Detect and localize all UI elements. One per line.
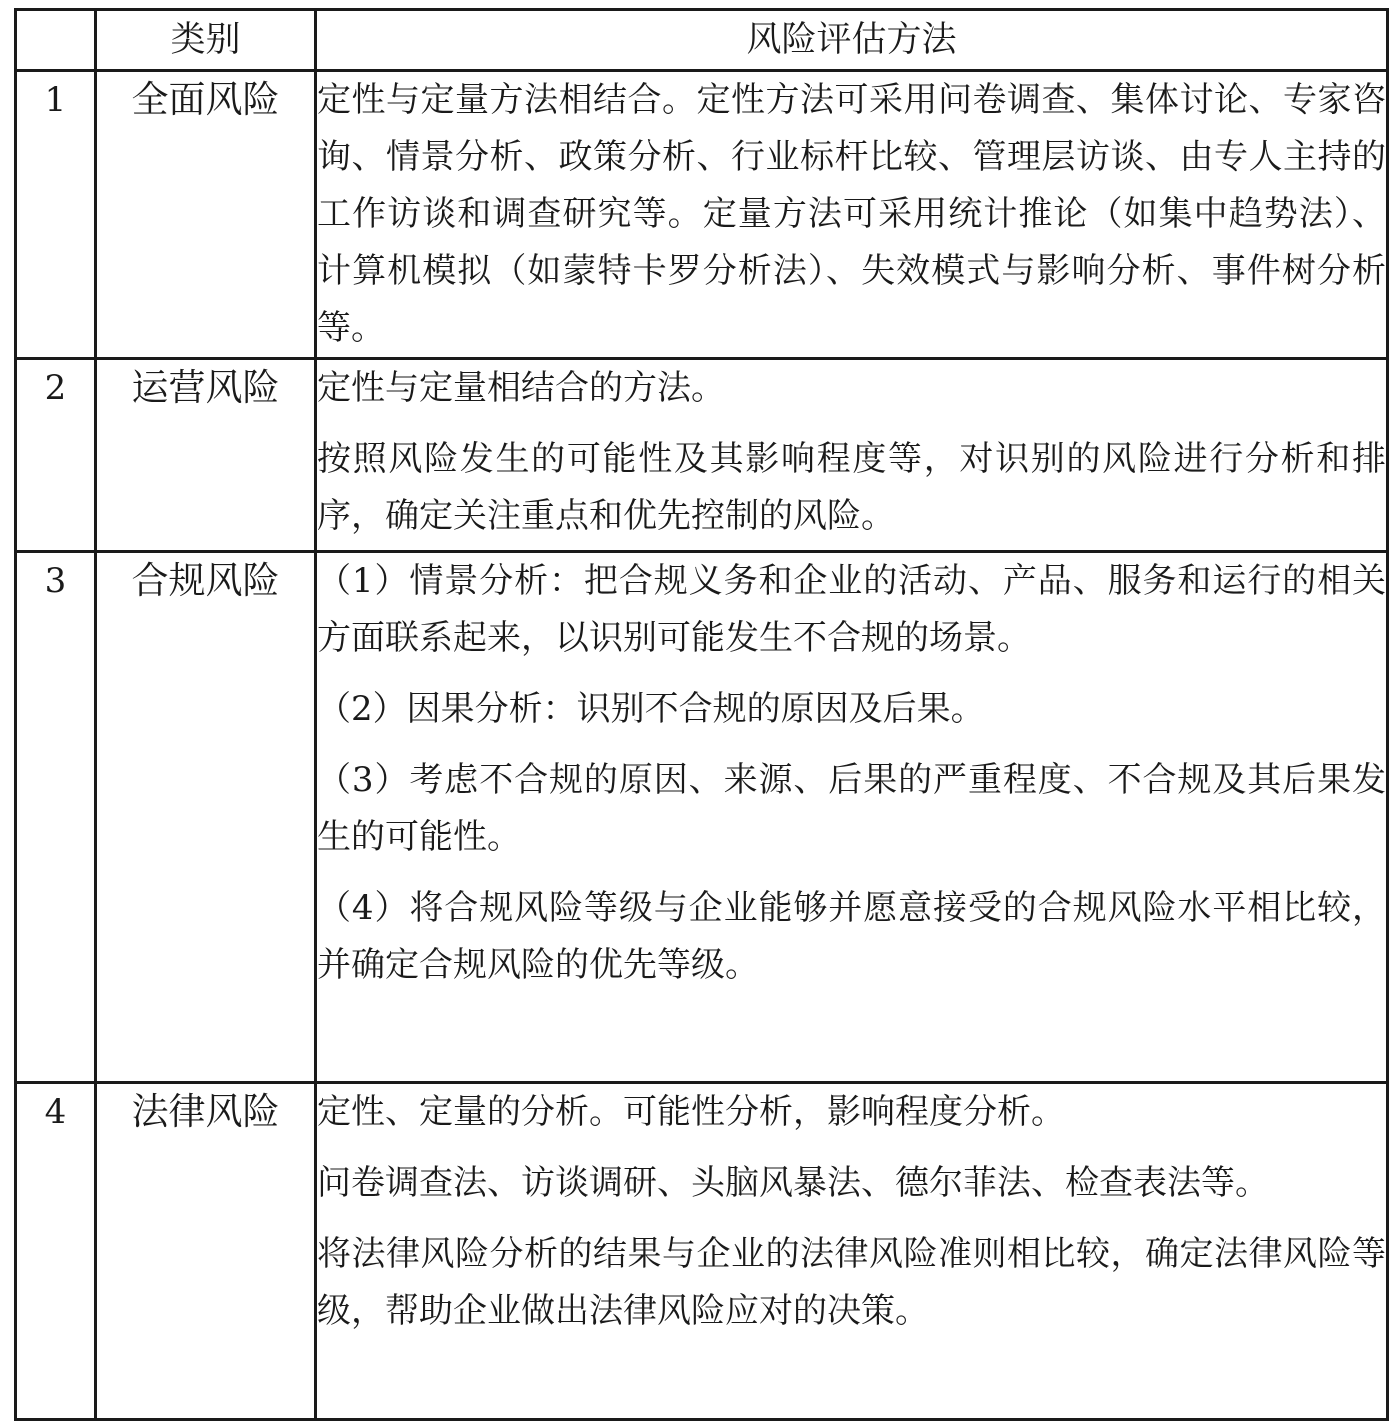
header-category: 类别 <box>96 10 316 71</box>
row-method <box>316 359 1388 552</box>
method-paragraph: （2）因果分析：识别不合规的原因及后果。 <box>317 689 985 729</box>
row-method <box>316 71 1388 359</box>
header-method: 风险评估方法 <box>316 10 1388 71</box>
row-method <box>316 552 1388 1083</box>
row-category: 法律风险 <box>96 1083 316 1420</box>
method-paragraph: 定性与定量方法相结合。定性方法可采用问卷调查、集体讨论、专家咨询、情景分析、政策分析、行业标杆比较、管理层访谈、由专人主持的工作访谈和调查研究等。定量方法可采用统计推论（如集中趋势法）、计算机模拟（如蒙特卡罗分析法）、失效模式与影响分析、事件树分析等。 <box>317 80 1386 348</box>
row-number: 3 <box>16 552 96 1083</box>
row-category: 运营风险 <box>96 359 316 552</box>
table-row <box>16 552 1388 1083</box>
table-row <box>16 1083 1388 1420</box>
row-number: 4 <box>16 1083 96 1420</box>
header-number <box>16 10 96 71</box>
table-row <box>16 71 1388 359</box>
table-row <box>16 359 1388 552</box>
method-paragraph: 将法律风险分析的结果与企业的法律风险准则相比较，确定法律风险等级，帮助企业做出法律风险应对的决策。 <box>317 1234 1386 1331</box>
risk-assessment-table <box>14 8 1389 1421</box>
method-paragraph: 问卷调查法、访谈调研、头脑风暴法、德尔菲法、检查表法等。 <box>317 1163 1269 1203</box>
method-paragraph: 定性与定量相结合的方法。 <box>317 368 725 408</box>
row-number: 2 <box>16 359 96 552</box>
row-number: 1 <box>16 71 96 359</box>
row-category: 全面风险 <box>96 71 316 359</box>
method-paragraph: 定性、定量的分析。可能性分析，影响程度分析。 <box>317 1092 1065 1132</box>
method-paragraph: （4）将合规风险等级与企业能够并愿意接受的合规风险水平相比较，并确定合规风险的优先等级。 <box>317 888 1386 985</box>
row-method <box>316 1083 1388 1420</box>
header-row <box>16 10 1388 71</box>
row-category: 合规风险 <box>96 552 316 1083</box>
method-paragraph: （1）情景分析：把合规义务和企业的活动、产品、服务和运行的相关方面联系起来，以识别可能发生不合规的场景。 <box>317 561 1386 658</box>
method-paragraph: 按照风险发生的可能性及其影响程度等，对识别的风险进行分析和排序，确定关注重点和优先控制的风险。 <box>317 439 1386 536</box>
method-paragraph: （3）考虑不合规的原因、来源、后果的严重程度、不合规及其后果发生的可能性。 <box>317 760 1386 857</box>
